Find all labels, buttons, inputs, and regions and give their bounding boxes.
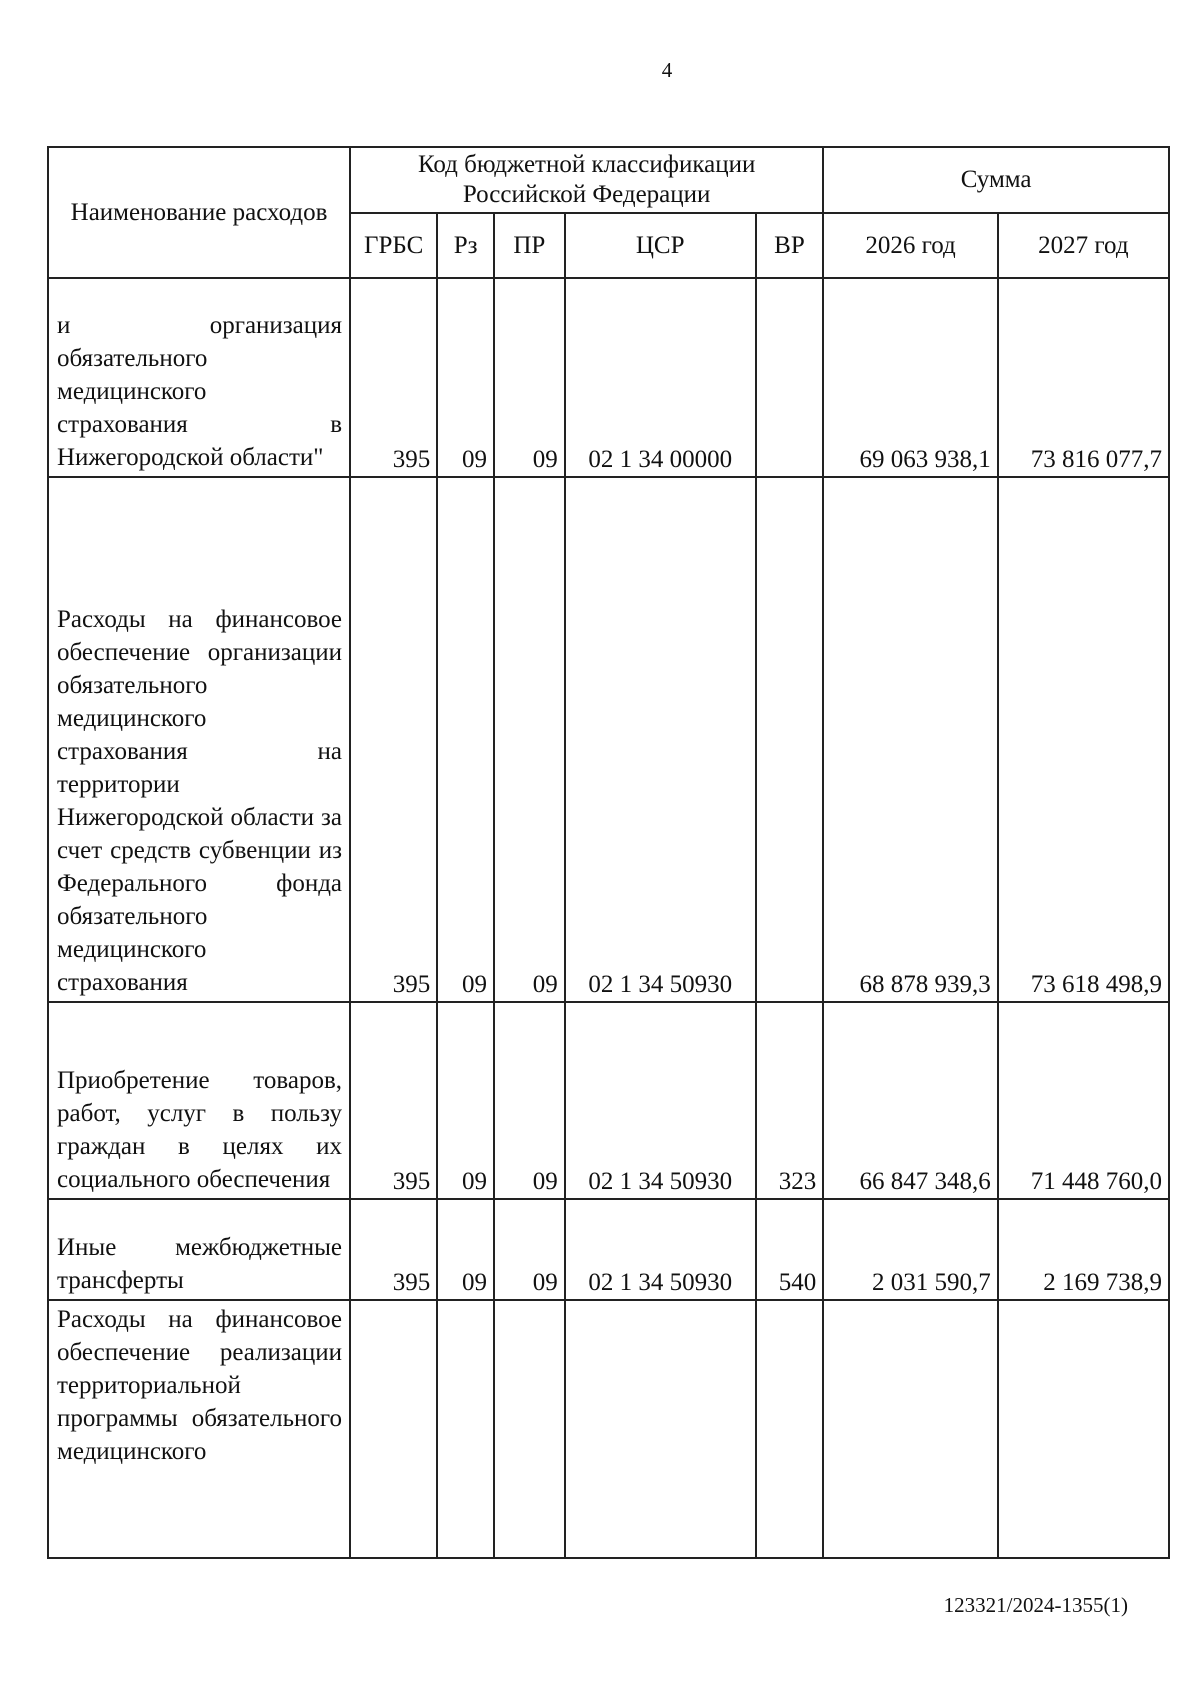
row-sum-2027 bbox=[998, 1300, 1169, 1558]
row-csr: 02 1 34 50930 bbox=[565, 477, 756, 1002]
header-sum-group: Сумма bbox=[823, 147, 1169, 213]
row-name: Расходы на финансовое обеспечение организации обязательного медицинского страхования на территории Нижегородской области за счет средств субвенции из Федерального фонда обязательного медицинского страхования bbox=[48, 477, 350, 1002]
row-rz: 09 bbox=[437, 477, 494, 1002]
header-2026: 2026 год bbox=[823, 213, 997, 278]
table-row bbox=[48, 1199, 1169, 1300]
row-grbs: 395 bbox=[350, 477, 437, 1002]
table-row bbox=[48, 477, 1169, 1002]
row-grbs: 395 bbox=[350, 278, 437, 477]
row-sum-2026: 2 031 590,7 bbox=[823, 1199, 997, 1300]
row-grbs bbox=[350, 1300, 437, 1558]
table-row bbox=[48, 1002, 1169, 1199]
header-csr: ЦСР bbox=[565, 213, 756, 278]
row-vr: 323 bbox=[756, 1002, 824, 1199]
row-sum-2026: 69 063 938,1 bbox=[823, 278, 997, 477]
row-sum-2027: 71 448 760,0 bbox=[998, 1002, 1169, 1199]
budget-table bbox=[47, 146, 1170, 1559]
row-csr bbox=[565, 1300, 756, 1558]
row-pr: 09 bbox=[494, 477, 565, 1002]
row-pr bbox=[494, 1300, 565, 1558]
row-grbs: 395 bbox=[350, 1002, 437, 1199]
row-pr: 09 bbox=[494, 1199, 565, 1300]
header-name: Наименование расходов bbox=[48, 147, 350, 278]
header-rz: Рз bbox=[437, 213, 494, 278]
page-number: 4 bbox=[661, 58, 673, 82]
header-pr: ПР bbox=[494, 213, 565, 278]
row-grbs: 395 bbox=[350, 1199, 437, 1300]
row-vr bbox=[756, 477, 824, 1002]
row-vr: 540 bbox=[756, 1199, 824, 1300]
row-vr bbox=[756, 1300, 824, 1558]
document-id: 123321/2024-1355(1) bbox=[943, 1593, 1128, 1617]
row-sum-2026: 66 847 348,6 bbox=[823, 1002, 997, 1199]
row-name: Приобретение товаров, работ, услуг в пользу граждан в целях их социального обеспечения bbox=[48, 1002, 350, 1199]
table-body bbox=[48, 278, 1169, 1558]
row-csr: 02 1 34 50930 bbox=[565, 1199, 756, 1300]
row-rz bbox=[437, 1300, 494, 1558]
row-sum-2026: 68 878 939,3 bbox=[823, 477, 997, 1002]
row-sum-2027: 73 618 498,9 bbox=[998, 477, 1169, 1002]
row-rz: 09 bbox=[437, 278, 494, 477]
row-pr: 09 bbox=[494, 1002, 565, 1199]
row-rz: 09 bbox=[437, 1002, 494, 1199]
row-pr: 09 bbox=[494, 278, 565, 477]
table-header bbox=[48, 147, 1169, 278]
row-sum-2027: 2 169 738,9 bbox=[998, 1199, 1169, 1300]
row-csr: 02 1 34 50930 bbox=[565, 1002, 756, 1199]
table-row bbox=[48, 1300, 1169, 1558]
row-rz: 09 bbox=[437, 1199, 494, 1300]
row-name: Расходы на финансовое обеспечение реализации территориальной программы обязательного медицинского bbox=[48, 1300, 350, 1558]
table-row bbox=[48, 278, 1169, 477]
row-vr bbox=[756, 278, 824, 477]
row-name: Иные межбюджетные трансферты bbox=[48, 1199, 350, 1300]
header-code-group: Код бюджетной классификации Российской Федерации bbox=[350, 147, 823, 213]
header-vr: ВР bbox=[756, 213, 824, 278]
row-csr: 02 1 34 00000 bbox=[565, 278, 756, 477]
row-name: и организация обязательного медицинского страхования в Нижегородской области" bbox=[48, 278, 350, 477]
header-2027: 2027 год bbox=[998, 213, 1169, 278]
row-sum-2026 bbox=[823, 1300, 997, 1558]
row-sum-2027: 73 816 077,7 bbox=[998, 278, 1169, 477]
header-grbs: ГРБС bbox=[350, 213, 437, 278]
